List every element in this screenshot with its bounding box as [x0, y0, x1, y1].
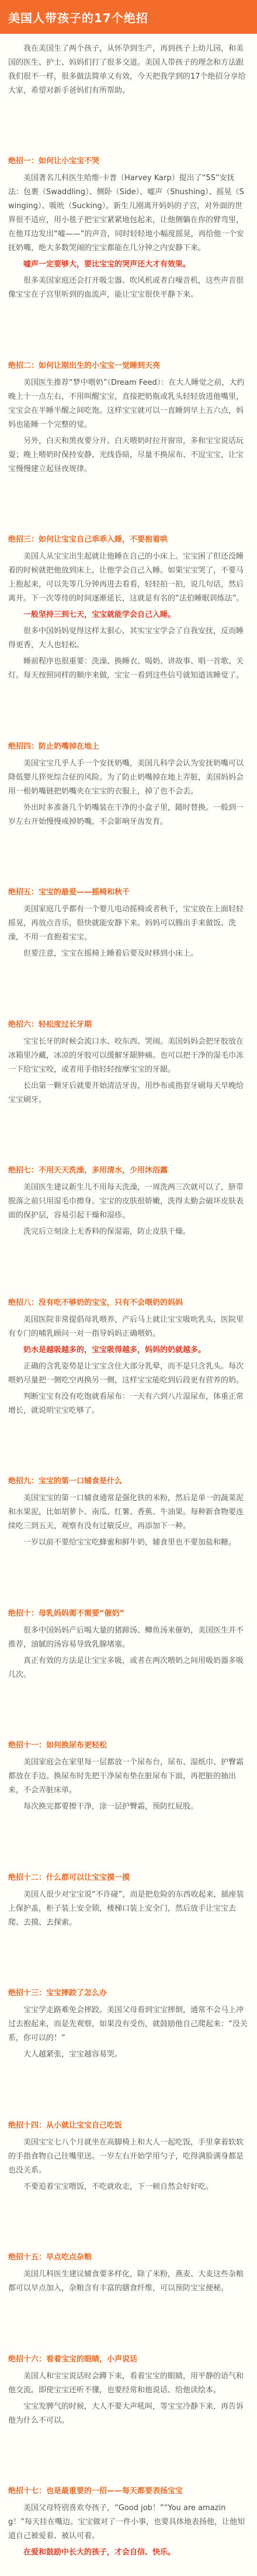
trick-section — [8, 1164, 249, 1241]
paragraph: 很多美国家庭还会打开吸尘器、吹风机或者白噪音机，这些声音很像宝宝在子宫里听到的血流声，能让宝宝很快平静下来。 — [8, 276, 244, 300]
trick-heading: 绝招十六：看着宝宝的眼睛，小声说话 — [8, 2354, 138, 2364]
paragraph: 判断宝宝有没有吃饱就看尿布：一天有六到八片湿尿布，体重正常增长，就说明宝宝吃够了。 — [8, 1392, 244, 1415]
trick-section — [8, 360, 249, 479]
paragraph: 洗完后立刻涂上无香料的保湿霜，防止皮肤干燥。 — [23, 1227, 191, 1237]
paragraph: 宝宝长牙的时候会流口水、咬东西、哭闹。美国妈妈会把牙胶放在冰箱里冷藏，冰凉的牙胶可以缓解牙龈肿痛。也可以把干净的湿毛巾冻一下给宝宝咬，或者用手指轻轻按摩宝宝的牙龈。 — [8, 1037, 244, 1074]
paragraph: 正确的含乳姿势是让宝宝含住大部分乳晕，而不是只含乳头。每次喂奶尽量把一侧吃空再换另一侧，这样宝宝能吃到后段更有营养的奶。 — [8, 1361, 244, 1385]
intro-paragraph: 我在美国生了两个孩子，从怀孕到生产，再到孩子上幼儿园，和美国的医生、护士、妈妈们打了很多交道。美国人带孩子的理念和方法跟我们很不一样，很多做法简单又有效，今天把我学到的17个绝招分享给大家，希望对新手爸妈们有所帮助。 — [8, 44, 246, 95]
paragraph: 宝宝学走路难免会摔跤。美国父母看到宝宝摔倒，通常不会马上冲过去抱起来，而是先观察，如果没有受伤，就鼓励他自己爬起来：“没关系，你可以的！” — [8, 2006, 248, 2043]
trick-heading: 绝招二：如何让刚出生的小宝宝一觉睡到天亮 — [8, 361, 161, 370]
paragraph: 美国宝宝七八个月就坐在高脚椅上和大人一起吃饭，手里拿着软软的手指食物自己往嘴里送。一岁左右开始学用勺子，吃得满脸满身都是也没关系。 — [8, 2138, 244, 2175]
paragraph: 美国医生推荐“梦中喂奶”（Dream Feed）：在大人睡觉之前，大约晚上十一点左右，不用叫醒宝宝，直接把奶瓶或乳头轻轻放进他嘴里，宝宝会在半睡半醒之间吃饱。这样宝宝就可以一直睡到早上五六点，妈妈也能睡一个完整的觉。 — [8, 378, 245, 429]
emphasis-paragraph: 嘘声一定要够大，要比宝宝的哭声还大才有效果。 — [23, 260, 191, 269]
paragraph: 不要追着宝宝喂饭，不吃就收走，下一顿自然会好好吃。 — [23, 2182, 214, 2191]
trick-heading: 绝招六：轻松度过长牙期 — [8, 1020, 92, 1029]
paragraph: 美国医生建议新生儿不用每天洗澡，一周洗两三次就可以了，脐带脱落之前只用湿毛巾擦身。宝宝的皮肤很娇嫩，洗得太勤会破坏皮肤表面的保护层，容易引起干燥和湿疹。 — [8, 1183, 244, 1220]
trick-section — [8, 155, 249, 304]
paragraph: 大人越紧张，宝宝越容易哭。 — [23, 2050, 123, 2059]
paragraph: 美国医院非常提倡母乳喂养，产后马上就让宝宝吸吮乳头，医院里有专门的哺乳顾问一对一指导妈妈正确喂奶。 — [8, 1315, 244, 1338]
trick-heading: 绝招五：宝宝的最爱——摇椅和秋千 — [8, 888, 130, 897]
emphasis-paragraph: 一般坚持三到七天，宝宝就能学会自己入睡。 — [23, 610, 176, 620]
trick-section — [8, 2353, 249, 2430]
trick-heading: 绝招十五：早点吃点杂粮 — [8, 2253, 92, 2262]
paragraph: 睡前程序也很重要：洗澡、换睡衣、喝奶、讲故事、唱一首歌、关灯。每天按照同样的顺序来做，宝宝一看到这些信号就知道该睡觉了。 — [8, 657, 244, 680]
paragraph: 很多中国妈妈觉得这样太狠心，其实宝宝学会了自我安抚，反而睡得更香，大人也轻松。 — [8, 627, 244, 650]
paragraph: 美国人和宝宝说话时会蹲下来，看着宝宝的眼睛，用平静的语气和他交流。即使宝宝还听不懂，也要经常和他说话、给他读绘本。 — [8, 2371, 244, 2395]
emphasis-paragraph: 奶水是越吸越多的，宝宝吸得越多，妈妈的奶就越多。 — [23, 1345, 206, 1354]
trick-section — [8, 740, 249, 831]
paragraph: 真正有效的方法是让宝宝多吸，或者在两次喂奶之间用吸奶器多吸几次。 — [8, 1656, 244, 1679]
trick-heading: 绝招四：防止奶嘴掉在地上 — [8, 742, 100, 751]
trick-heading: 绝招十三：宝宝摔跤了怎么办 — [8, 1989, 107, 1998]
trick-heading: 绝招十一：如何换尿布更轻松 — [8, 1741, 107, 1750]
emphasis-paragraph: 在爱和鼓励中长大的孩子，才会自信、快乐。 — [23, 2547, 176, 2557]
paragraph: 外出时多准备几个奶嘴装在干净的小盒子里，随时替换。一般到一岁左右开始慢慢戒掉奶嘴，不会影响牙齿发育。 — [8, 803, 244, 826]
paragraph: 美国宝宝的第一口辅食通常是强化铁的米粉，然后是单一的蔬菜泥和水果泥，比如胡萝卜、南瓜、红薯、香蕉、牛油果。每种新食物要连续吃三到五天，观察有没有过敏反应，再添加下一种。 — [8, 1494, 244, 1531]
trick-section — [8, 1739, 249, 1816]
trick-section — [8, 2485, 249, 2562]
paragraph: 但要注意，宝宝在摇椅上睡着后要及时移到小床上。 — [23, 949, 199, 959]
trick-heading: 绝招十：母乳妈妈需不需要“催奶” — [8, 1609, 125, 1618]
trick-section — [8, 1297, 249, 1420]
trick-heading: 绝招七：不用天天洗澡，多用清水，少用沐浴露 — [8, 1166, 168, 1175]
paragraph: 美国家庭几乎都有一个婴儿电动摇椅或者秋千，宝宝放在上面轻轻摇晃，再放点音乐，很快就能安静下来。妈妈可以腾出手来做饭、洗澡，不用一直抱着宝宝。 — [8, 905, 244, 942]
paragraph: 美国人从宝宝出生起就让他睡在自己的小床上。宝宝困了但还没睡着的时候就把他放到床上，让他学会自己入睡。如果宝宝哭了，不要马上抱起来，可以先等几分钟再进去看看，轻轻拍一拍，说几句话，然后离开。下一次等待的时间逐渐延长，这就是有名的“法伯睡眠训练法”。 — [8, 552, 244, 603]
trick-heading: 绝招八：没有吃不够奶的宝宝，只有不会喂奶的妈妈 — [8, 1298, 183, 1307]
paragraph: 美国家庭会在家里每一层都放一个尿布台，尿布、湿纸巾、护臀霜都放在手边。换尿布时先把干净尿布垫在脏尿布下面，再把脏的抽出来，不会弄脏床单。 — [8, 1758, 244, 1795]
trick-section — [8, 1608, 249, 1684]
paragraph: 美国父母特别喜欢夸孩子，“Good job！”“You are amazing！”每天挂在嘴边。宝宝做对了一件小事，也要具体地表扬他，让他知道自己被爱着、被认可着。 — [8, 2503, 245, 2540]
trick-section — [8, 534, 249, 685]
paragraph: 宝宝发脾气的时候，大人不要大声吼叫，等宝宝冷静下来，再告诉他为什么不可以。 — [8, 2402, 244, 2425]
paragraph: 每次换完都要擦干净，涂一层护臀霜，预防红屁股。 — [23, 1802, 199, 1812]
paragraph: 很多中国妈妈产后喝大量的猪蹄汤、鲫鱼汤来催奶，美国医生并不推荐，油腻的汤容易导致乳腺堵塞。 — [8, 1626, 244, 1649]
paragraph: 美国宝宝几乎人手一个安抚奶嘴，美国儿科学会认为安抚奶嘴可以降低婴儿猝死综合征的风险。为了防止奶嘴掉在地上弄脏，美国妈妈会用一根奶嘴链把奶嘴夹在宝宝的衣服上，掉了也不会丢。 — [8, 759, 244, 796]
trick-section — [8, 2251, 249, 2298]
trick-heading: 绝招十七：也是最重要的一招——每天都要表扬宝宝 — [8, 2486, 183, 2496]
trick-heading: 绝招十四：从小就让宝宝自己吃饭 — [8, 2121, 123, 2130]
article-body — [0, 34, 257, 2576]
paragraph: 另外，白天和黑夜要分开。白天喂奶时拉开窗帘，多和宝宝说话玩耍；晚上喂奶时保持安静、光线昏暗，尽量不换尿布、不逗宝宝，让宝宝慢慢建立起昼夜规律。 — [8, 436, 244, 473]
paragraph: 美国人很少对宝宝说“不许碰”，而是把危险的东西收起来，插座装上保护盖，柜子装上安全锁，楼梯口装上安全门，然后放手让宝宝去爬、去摸、去探索。 — [8, 1890, 244, 1927]
trick-section — [8, 1019, 249, 1110]
article-title-bar — [0, 0, 257, 34]
paragraph: 长出第一颗牙后就要开始清洁牙齿，用纱布或指套牙刷每天早晚给宝宝刷牙。 — [8, 1081, 244, 1104]
article-title: 美国人带孩子的17个绝招 — [8, 10, 148, 25]
trick-section — [8, 1872, 249, 1932]
paragraph: 美国儿科医生建议辅食要多样化，除了米粉，燕麦、大麦这些杂粮都可以早点加入，杂粮含有丰富的膳食纤维，可以预防宝宝便秘。 — [8, 2270, 244, 2293]
trick-section — [8, 1987, 249, 2064]
paragraph: 美国著名儿科医生哈维·卡普（Harvey Karp）提出了“5S”安抚法：包裹（Swaddling）、侧卧（Side）、嘘声（Shushing）、摇晃（Swinging）、吸吮（Sucking）。新生儿刚离开妈妈的子宫，对外面的世界很不适应，用小毯子把宝宝紧紧地包起来，让他侧躺在你的臂弯里，在他耳边发出“嘘——”的声音，同时轻轻地小幅度摇晃，再给他一个安抚奶嘴，绝大多数哭闹的宝宝都能在几分钟之内安静下来。 — [8, 174, 244, 253]
paragraph: 一岁以前不要给宝宝吃蜂蜜和鲜牛奶，辅食里也不要加盐和糖。 — [23, 1538, 237, 1547]
trick-heading: 绝招十二：什么都可以让宝宝摸一摸 — [8, 1873, 130, 1882]
trick-section — [8, 2119, 249, 2196]
trick-heading: 绝招三：如何让宝宝自己乖乖入睡，不要抱着哄 — [8, 535, 168, 545]
trick-heading: 绝招九：宝宝的第一口辅食是什么 — [8, 1477, 123, 1486]
trick-section — [8, 1475, 249, 1552]
trick-section — [8, 886, 249, 963]
trick-heading: 绝招一：如何让小宝宝不哭 — [8, 157, 100, 166]
